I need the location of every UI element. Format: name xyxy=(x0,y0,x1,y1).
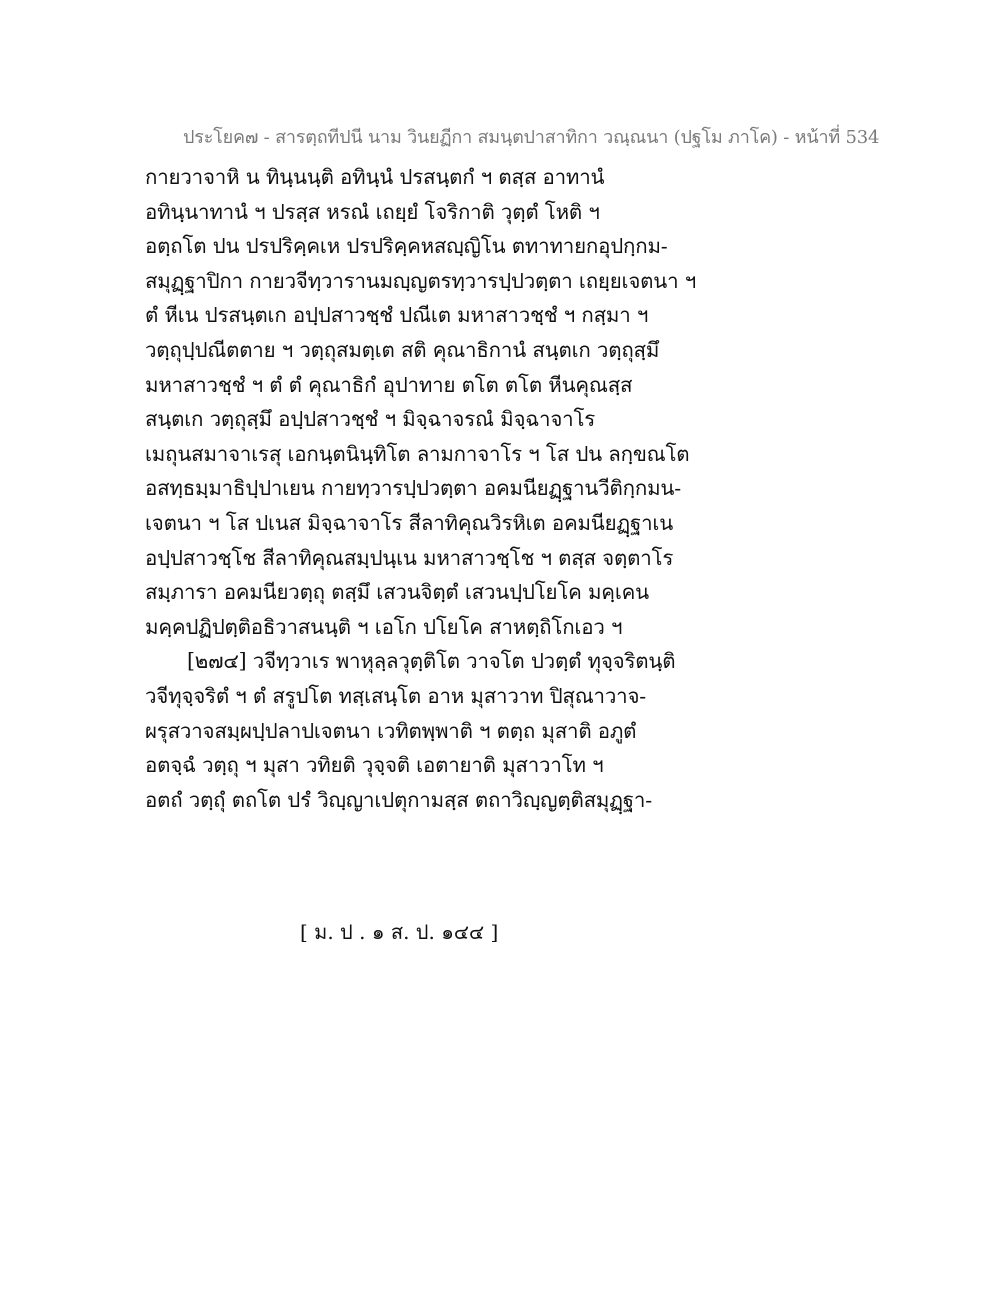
text-line: มคฺคปฏิปตฺติอธิวาสนนฺติ ฯ เอโก ปโยโค สาหตฺถิโกเอว ฯ xyxy=(145,614,623,639)
text-line: วตฺถุปฺปณีตตาย ฯ วตฺถุสมตฺเต สติ คุณาธิกานํ สนฺตเก วตฺถุสฺมึ xyxy=(145,337,660,362)
text-line: สนฺตเก วตฺถุสฺมึ อปฺปสาวชฺชํ ฯ มิจฺฉาจรณํ มิจฺฉาจาโร xyxy=(145,407,596,432)
text-line: เจตนา ฯ โส ปเนส มิจฺฉาจาโร สีลาทิคุณวิรหิเต อคมนียฏฺฐาเน xyxy=(145,510,674,535)
text-line: เมถุนสมาจาเรสุ เอกนฺตนินฺทิโต ลามกาจาโร ฯ โส ปน ลกฺขณโต xyxy=(145,441,690,466)
text-line: สมุฏฺฐาปิกา กายวจีทฺวารานมญฺญตรทฺวารปฺปวตฺตา เถยฺยเจตนา ฯ xyxy=(145,268,697,293)
text-line: อสทฺธมฺมาธิปฺปาเยน กายทฺวารปฺปวตฺตา อคมนียฏฺฐานวีติกฺกมน- xyxy=(145,476,681,501)
text-line: สมฺภารา อคมนียวตฺถุ ตสฺมึ เสวนจิตฺตํ เสวนปฺปโยโค มคฺเคน xyxy=(145,580,649,605)
text-line: อตฺถโต ปน ปรปริคฺคเห ปรปริคฺคหสญฺญิโน ตทาทายกอุปกฺกม- xyxy=(145,234,668,259)
text-line: กายวาจาหิ น ทินฺนนฺติ อทินฺนํ ปรสนฺตกํ ฯ ตสฺส อาทานํ xyxy=(145,165,605,189)
running-header: ประโยค๗ - สารตฺถทีปนี นาม วินยฏีกา สมนฺตปาสาทิกา วณฺณนา (ปฐโม ภาโค) - หน้าที่ 534 xyxy=(183,127,880,148)
text-line: อปฺปสาวชฺโช สีลาทิคุณสมฺปนฺเน มหาสาวชฺโช ฯ ตสฺส จตฺตาโร xyxy=(145,545,674,570)
text-line: อตถํ วตฺถุํ ตถโต ปรํ วิญฺญาเปตุกามสฺส ตถาวิญฺญตฺติสมุฏฺฐา- xyxy=(145,787,652,812)
text-line: วจีทุจฺจริตํ ฯ ตํ สรูปโต ทสฺเสนฺโต อาห มุสาวาท ปิสุณาวาจ- xyxy=(145,683,646,708)
body-text xyxy=(145,160,705,817)
text-line: อทินฺนาทานํ ฯ ปรสฺส หรณํ เถยฺยํ โจริกาติ วุตฺตํ โหติ ฯ xyxy=(145,199,600,224)
text-line: มหาสาวชฺชํ ฯ ตํ ตํ คุณาธิกํ อุปาทาย ตโต ตโต หีนคุณสฺส xyxy=(145,372,633,397)
paragraph-start-line: [๒๗๔] วจีทฺวาเร พาหุลฺลวุตฺติโต วาจโต ปวตฺตํ ทุจฺจริตนฺติ xyxy=(187,649,676,674)
text-line: อตจฺฉํ วตฺถุ ฯ มุสา วทิยติ วุจฺจติ เอตายาติ มุสาวาโท ฯ xyxy=(145,753,604,778)
text-line: ผรุสวาจสมฺผปฺปลาปเจตนา เวทิตพฺพาติ ฯ ตตฺถ มุสาติ อภูตํ xyxy=(145,718,637,743)
text-line: ตํ หีเน ปรสนฺตเก อปฺปสาวชฺชํ ปณีเต มหาสาวชฺชํ ฯ กสฺมา ฯ xyxy=(145,303,649,328)
footnote-reference: [ ม. ป . ๑ ส. ป. ๑๔๔ ] xyxy=(300,920,499,944)
